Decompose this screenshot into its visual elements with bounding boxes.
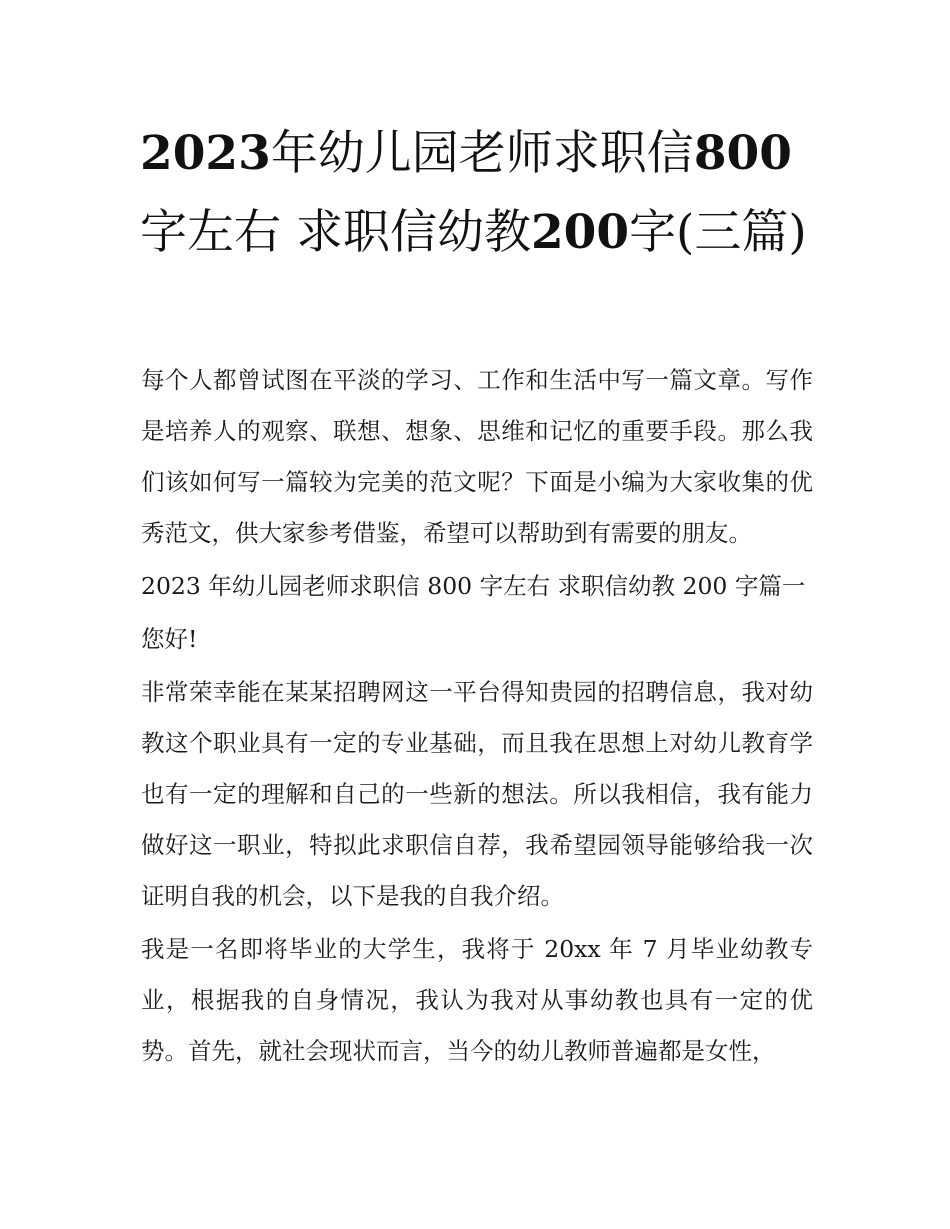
title-text-c: 字(三篇) (629, 205, 807, 260)
title-text-a: 年幼儿园老师求职信 (270, 126, 694, 181)
title-number-800: 800 (693, 126, 792, 181)
body-paragraph-2: 我是一名即将毕业的大学生，我将于 20xx 年 7 月毕业幼教专业，根据我的自身情况，我认为我对从事幼教也具有一定的优势。首先，就社会现状而言，当今的幼儿教师普遍都是女性， (141, 935, 813, 1065)
section-heading: 2023 年幼儿园老师求职信 800 字左右 求职信幼教 200 字篇一 (141, 572, 806, 600)
document-title (140, 114, 820, 272)
document-body (141, 355, 813, 1079)
body-paragraph-1: 非常荣幸能在某某招聘网这一平台得知贵园的招聘信息，我对幼教这个职业具有一定的专业基础，而且我在思想上对幼儿教育学也有一定的理解和自己的一些新的想法。所以我相信，我有能力做好这一职业，特拟此求职信自荐，我希望园领导能够给我一次证明自我的机会，以下是我的自我介绍。 (141, 678, 813, 910)
title-number-200: 200 (530, 205, 630, 260)
greeting: 您好! (141, 625, 198, 653)
title-year: 2023 (140, 126, 271, 181)
intro-paragraph: 每个人都曾试图在平淡的学习、工作和生活中写一篇文章。写作是培养人的观察、联想、想象、思维和记忆的重要手段。那么我们该如何写一篇较为完美的范文呢？下面是小编为大家收集的优秀范文，供大家参考借鉴，希望可以帮助到有需要的朋友。 (141, 366, 813, 547)
title-text-b: 字左右 求职信幼教 (140, 205, 531, 260)
